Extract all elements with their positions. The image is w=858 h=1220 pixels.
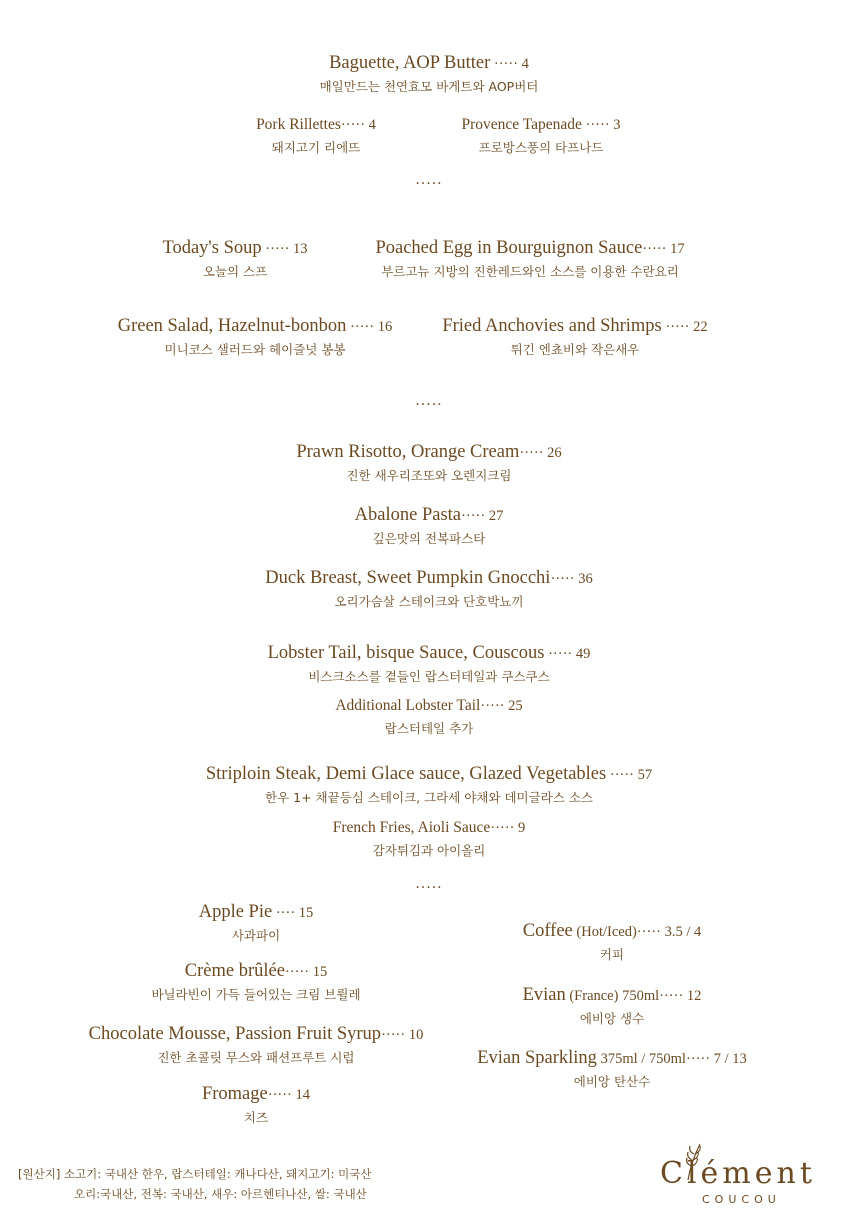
item-korean-description: 랍스터테일 추가 [384,721,474,736]
item-name: Lobster Tail, bisque Sauce, Couscous [267,643,545,663]
menu-item-duck-breast [209,567,649,610]
item-name: Pork Rillettes [256,116,341,133]
item-korean-description: 오늘의 스프 [202,264,268,279]
menu-item-french-fries [279,817,579,859]
item-name: French Fries, Aioli Sauce [332,819,491,836]
origin-note [18,1164,371,1204]
item-name-line [146,1083,366,1106]
section-separator: ..... [415,876,443,892]
item-korean-description: 오리가슴살 스테이크와 단호박뇨끼 [334,594,524,609]
item-name: Duck Breast, Sweet Pumpkin Gnocchi [265,568,551,588]
menu-item-chocolate-mousse [56,1023,456,1066]
item-korean-description: 치즈 [243,1110,269,1125]
item-name-line [209,642,649,665]
price-dots: ····· [550,571,575,587]
item-korean-description: 바닐라빈이 가득 들어있는 크림 브륄레 [151,987,361,1002]
menu-item-risotto [229,441,629,484]
item-name: Today's Soup [162,238,262,258]
item-name: Additional Lobster Tail [335,697,481,714]
item-name: Poached Egg in Bourguignon Sauce [375,238,643,258]
item-price: 9 [514,820,526,836]
menu-item-poached-egg [340,237,720,280]
price-dots: ····· [267,1087,292,1103]
item-name-line [279,817,579,839]
item-name-line [229,504,629,527]
item-detail: (Hot/Iced) [572,924,637,940]
price-dots: ····· [284,964,310,980]
item-detail: (France) 750ml [565,988,660,1004]
price-dots: ····· [544,646,573,662]
item-name: Chocolate Mousse, Passion Fruit Syrup [88,1024,382,1044]
price-dots: ····· [606,767,635,783]
item-korean-description: 사과파이 [231,928,281,943]
item-name: Prawn Risotto, Orange Cream [296,442,520,462]
item-detail: 375ml / 750ml [596,1051,686,1067]
item-price: 4 [518,56,529,72]
price-dots: ····· [661,319,690,335]
item-korean-description: 커피 [599,947,625,962]
item-name-line [186,114,446,136]
menu-item-additional-lobster [279,695,579,737]
menu-item-striploin-steak [159,763,699,806]
item-name-line [462,984,762,1007]
item-korean-description: 깊은맛의 전복파스타 [372,531,486,546]
item-korean-description: 한우 1+ 채끝등심 스테이크, 그라세 야채와 데미글라스 소스 [265,790,593,805]
item-price: 4 [365,117,376,133]
restaurant-logo [660,1140,830,1210]
item-price: 26 [543,445,562,461]
item-korean-description: 비스크소스를 곁들인 랍스터테일과 쿠스쿠스 [308,669,550,684]
item-name: Green Salad, Hazelnut-bonbon [117,316,347,336]
item-price: 7 / 13 [710,1051,747,1067]
item-name-line [159,763,699,786]
menu-item-soup [120,237,350,280]
item-name-line [229,52,629,75]
menu-item-lobster-tail [209,642,649,685]
item-korean-description: 프로방스풍의 타프나드 [478,140,604,155]
item-name-line [340,237,720,260]
price-dots: ····· [490,56,519,72]
item-name-line [76,960,436,983]
item-name: Provence Tapenade [461,116,582,133]
price-dots: ···· [272,905,296,921]
item-korean-description: 에비앙 생수 [579,1011,645,1026]
price-dots: ····· [340,117,366,133]
item-name: Apple Pie [198,902,273,922]
price-dots: ····· [381,1027,406,1043]
price-dots: ····· [346,319,375,335]
menu-item-anchovies [420,315,730,358]
price-dots: ····· [685,1051,711,1067]
item-price: 12 [683,988,702,1004]
item-korean-description: 진한 새우리조또와 오렌지크림 [346,468,512,483]
item-korean-description: 진한 초콜릿 무스와 패션프루트 시럽 [157,1050,355,1065]
menu-item-apple-pie [126,901,386,944]
menu-item-rillettes [186,114,446,156]
price-dots: ····· [490,820,515,836]
menu-item-tapenade [416,114,666,156]
item-price: 3 [609,117,621,133]
item-price: 16 [374,319,393,335]
item-name-line [209,567,649,590]
menu-item-baguette [229,52,629,95]
item-korean-description: 부르고뉴 지방의 진한레드와인 소스를 이용한 수란요리 [381,264,679,279]
menu-item-abalone-pasta [229,504,629,547]
item-price: 17 [666,241,685,257]
price-dots: ····· [642,241,667,257]
item-price: 14 [291,1087,311,1103]
origin-note-line: 오리:국내산, 전복: 국내산, 새우: 아르헨티나산, 쌀: 국내산 [74,1187,367,1201]
origin-note-line: [원산지] 소고기: 국내산 한우, 랍스터테일: 캐나다산, 돼지고기: 미국산 [18,1167,372,1181]
item-name: Evian [522,985,566,1005]
item-korean-description: 에비앙 탄산수 [573,1074,651,1089]
item-price: 15 [309,964,328,980]
item-name: Evian Sparkling [477,1048,597,1068]
item-price: 22 [689,319,708,335]
item-price: 3.5 / 4 [660,924,702,940]
item-price: 27 [485,508,504,524]
price-dots: ····· [636,924,661,940]
item-price: 25 [504,698,523,714]
item-name: Coffee [522,921,573,941]
menu-item-creme-brulee [76,960,436,1003]
item-name-line [120,237,350,260]
menu-item-fromage [146,1083,366,1126]
item-price: 13 [289,241,308,257]
menu-item-green-salad [90,315,420,358]
item-korean-description: 미니코스 샐러드와 헤이즐넛 봉봉 [164,342,346,357]
item-name: Fromage [201,1084,268,1104]
menu-item-evian [462,984,762,1027]
section-separator: ..... [415,172,443,188]
item-name-line [279,695,579,717]
logo-wordmark: Clément [660,1156,816,1191]
logo-subtitle: COUCOU [702,1193,781,1206]
item-name-line [126,901,386,924]
item-price: 49 [572,646,591,662]
menu-item-evian-sparkling [442,1047,782,1090]
item-korean-description: 감자튀김과 아이올리 [372,843,486,858]
item-price: 15 [295,905,314,921]
item-name: Crème brûlée [184,961,285,981]
item-name: Striploin Steak, Demi Glace sauce, Glazed Vegetables [205,764,607,784]
item-name-line [420,315,730,338]
item-price: 57 [634,767,653,783]
price-dots: ····· [659,988,684,1004]
item-korean-description: 튀긴 엔쵸비와 작은새우 [510,342,640,357]
item-name: Fried Anchovies and Shrimps [442,316,662,336]
menu-item-coffee [462,920,762,963]
item-name-line [442,1047,782,1070]
section-separator: ..... [415,393,443,409]
item-korean-description: 매일만드는 천연효모 바게트와 AOP버터 [319,79,539,94]
item-name-line [90,315,420,338]
price-dots: ····· [581,117,610,133]
item-name-line [56,1023,456,1046]
item-price: 10 [405,1027,424,1043]
item-name: Baguette, AOP Butter [329,53,491,73]
item-name: Abalone Pasta [354,505,462,525]
item-price: 36 [574,571,593,587]
item-name-line [416,114,666,136]
price-dots: ····· [461,508,486,524]
item-name-line [462,920,762,943]
item-name-line [229,441,629,464]
price-dots: ····· [261,241,290,257]
price-dots: ····· [480,698,505,714]
item-korean-description: 돼지고기 리에뜨 [271,140,361,155]
price-dots: ····· [519,445,544,461]
